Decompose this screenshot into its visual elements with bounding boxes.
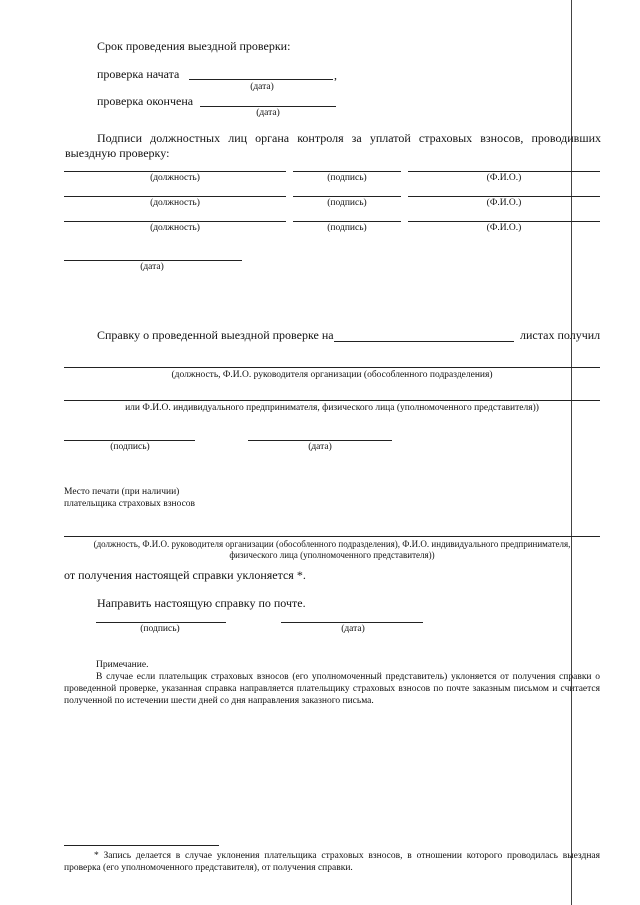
receiver-caption-1: (должность, Ф.И.О. руководителя организации (обособленного подразделения) <box>171 370 493 380</box>
official-1-signature-line[interactable] <box>293 171 401 172</box>
ended-date-line[interactable] <box>200 106 336 107</box>
official-3-signature-line[interactable] <box>293 221 401 222</box>
receiver-signature-caption: (подпись) <box>110 442 150 452</box>
footnote-text: * Запись делается в случае уклонения плательщика страховых взносов, в отношении которого проводилась выездная проверка (его уполномоченного представителя), от получения справки. <box>64 851 600 873</box>
official-2-signature-caption: (подпись) <box>327 198 367 208</box>
stamp-line-1: Место печати (при наличии) <box>64 487 180 497</box>
started-date-line[interactable] <box>189 79 333 80</box>
receiver-line-2[interactable] <box>64 400 600 401</box>
official-3-fio-caption: (Ф.И.О.) <box>486 223 522 233</box>
official-3-position-caption: (должность) <box>150 223 200 233</box>
footnote-separator <box>64 845 219 846</box>
official-3-fio-line[interactable] <box>408 221 600 222</box>
mail-text: Направить настоящую справку по почте. <box>97 596 306 610</box>
stamp-line-2: плательщика страховых взносов <box>64 499 196 509</box>
receiver-date-caption: (дата) <box>308 442 332 452</box>
official-1-signature-caption: (подпись) <box>327 173 367 183</box>
official-3-position-line[interactable] <box>64 221 286 222</box>
official-1-position-caption: (должность) <box>150 173 200 183</box>
officials-date-line[interactable] <box>64 260 242 261</box>
official-1-fio-caption: (Ф.И.О.) <box>486 173 522 183</box>
remark-title: Примечание. <box>96 660 149 670</box>
receiver-signature-line[interactable] <box>64 440 195 441</box>
mail-date-line[interactable] <box>281 622 423 623</box>
receipt-text-after: листах получил <box>520 328 601 342</box>
started-label: проверка начата <box>97 67 180 81</box>
period-title: Срок проведения выездной проверки: <box>97 39 291 53</box>
ended-label: проверка окончена <box>97 94 194 108</box>
receipt-text-before: Справку о проведенной выездной проверке на <box>97 328 334 342</box>
remark-body: В случае если плательщик страховых взносов (его уполномоченный представитель) уклоняется от получения справки о проведенной проверке, указанная справка направляется плательщику страховых взносов по почте заказным письмом и считается полученной по истечении шести дней со дня направления заказного письма. <box>64 672 600 706</box>
receiver-caption-2: или Ф.И.О. индивидуального предпринимателя, физического лица (уполномоченного представителя)) <box>125 403 539 413</box>
officials-date-caption: (дата) <box>140 262 164 272</box>
evasion-caption-1: (должность, Ф.И.О. руководителя организации (обособленного подразделения), Ф.И.О. индивидуального предпринимателя, <box>93 539 571 549</box>
official-3-signature-caption: (подпись) <box>327 223 367 233</box>
mail-signature-line[interactable] <box>96 622 226 623</box>
mail-signature-caption: (подпись) <box>140 624 180 634</box>
evasion-caption-2: физического лица (уполномоченного представителя)) <box>229 550 435 560</box>
official-2-fio-caption: (Ф.И.О.) <box>486 198 522 208</box>
evasion-line[interactable] <box>64 536 600 537</box>
started-comma: , <box>334 68 337 82</box>
official-2-signature-line[interactable] <box>293 196 401 197</box>
official-1-fio-line[interactable] <box>408 171 600 172</box>
mail-date-caption: (дата) <box>341 624 365 634</box>
evasion-text: от получения настоящей справки уклоняется *. <box>64 568 306 582</box>
receiver-line-1[interactable] <box>64 367 600 368</box>
official-2-fio-line[interactable] <box>408 196 600 197</box>
receipt-pages-line[interactable] <box>334 341 514 342</box>
official-2-position-line[interactable] <box>64 196 286 197</box>
receiver-date-line[interactable] <box>248 440 392 441</box>
started-date-caption: (дата) <box>250 82 274 92</box>
official-2-position-caption: (должность) <box>150 198 200 208</box>
officials-intro: Подписи должностных лиц органа контроля за уплатой страховых взносов, проводивших выездную проверку: <box>65 131 601 160</box>
official-1-position-line[interactable] <box>64 171 286 172</box>
ended-date-caption: (дата) <box>256 108 280 118</box>
